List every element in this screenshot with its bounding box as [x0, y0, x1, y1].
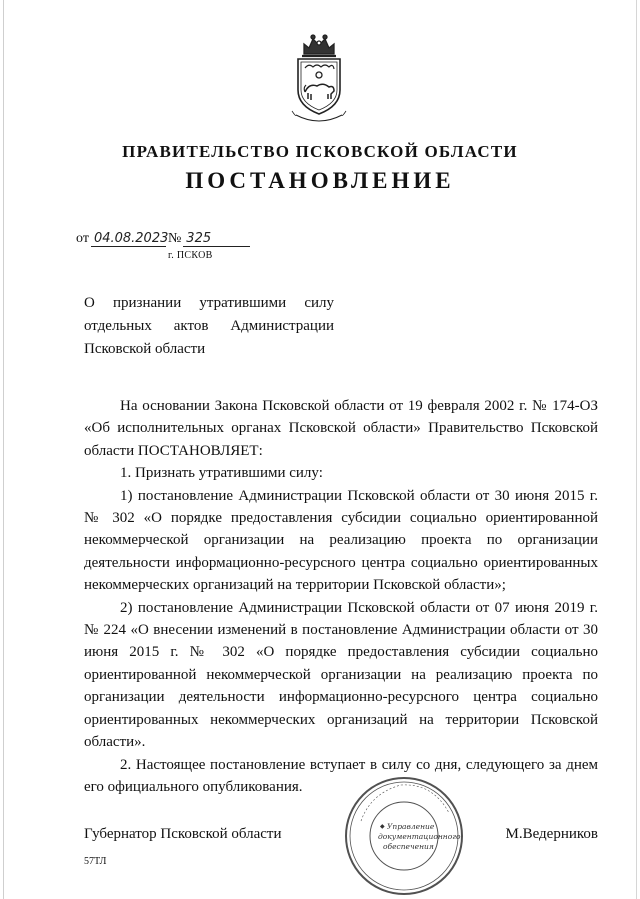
stamp-line: Управление — [387, 822, 435, 831]
scan-edge-left — [3, 0, 4, 899]
stamp-line: обеспечения — [383, 842, 434, 851]
stamp-line: документационного — [378, 832, 461, 841]
city-label: г. ПСКОВ — [168, 250, 213, 261]
item-1-heading: 1. Признать утратившими силу: — [120, 465, 323, 482]
date-number-line — [74, 231, 250, 247]
document-body — [84, 395, 598, 798]
handwritten-date: 04.08.2023 — [91, 232, 166, 247]
official-stamp-icon — [341, 773, 467, 899]
document-type-title: ПОСТАНОВЛЕНИЕ — [185, 168, 455, 193]
executor-code: 57ТЛ — [84, 856, 107, 867]
item-2-paragraph: 2. Настоящее постановление вступает в силу со дня, следующего за днем его официального опубликования. — [84, 756, 598, 795]
number-label: № — [167, 231, 182, 246]
subject-line: Псковской области — [84, 341, 206, 357]
subject-line: отдельных актов Администрации — [84, 318, 334, 334]
handwritten-number: 325 — [183, 232, 250, 247]
subject-heading — [84, 292, 334, 361]
item-1-subitem-1: 1) постановление Администрации Псковской области от 30 июня 2015 г. № 302 «О порядке предоставления субсидии социально ориентированной некоммерческой организации на реализацию проекта по организации деятельности информационно-ресурсного центра социально ориентированных некоммерческих организаций на территории Псковской области»; — [84, 487, 598, 594]
coat-of-arms-emblem-icon — [287, 32, 351, 124]
signatory-title: Губернатор Псковской области — [84, 826, 282, 842]
subject-line: О признании утратившими силу — [84, 295, 334, 311]
signatory-name: М.Ведерников — [505, 826, 598, 842]
preamble-paragraph: На основании Закона Псковской области от 19 февраля 2002 г. № 174-ОЗ «Об исполнительных органах Псковской области» Правительство Псковской области ПОСТАНОВЛЯЕТ: — [84, 398, 598, 459]
svg-text:◆: ◆ — [380, 823, 385, 830]
government-name: ПРАВИТЕЛЬСТВО ПСКОВСКОЙ ОБЛАСТИ — [122, 142, 518, 161]
item-1-subitem-2: 2) постановление Администрации Псковской области от 07 июня 2019 г. № 224 «О внесении изменений в постановление Администрации области от 30 июня 2015 г. № 302 «О порядке предоставления субсидии социально ориентированной некоммерческой организации на реализацию проекта по организации деятельности информационно-ресурсного центра социально ориентированных некоммерческих организаций на территории Псковской области». — [84, 599, 598, 751]
date-prefix: от — [76, 231, 89, 246]
scan-edge-right — [636, 0, 637, 899]
